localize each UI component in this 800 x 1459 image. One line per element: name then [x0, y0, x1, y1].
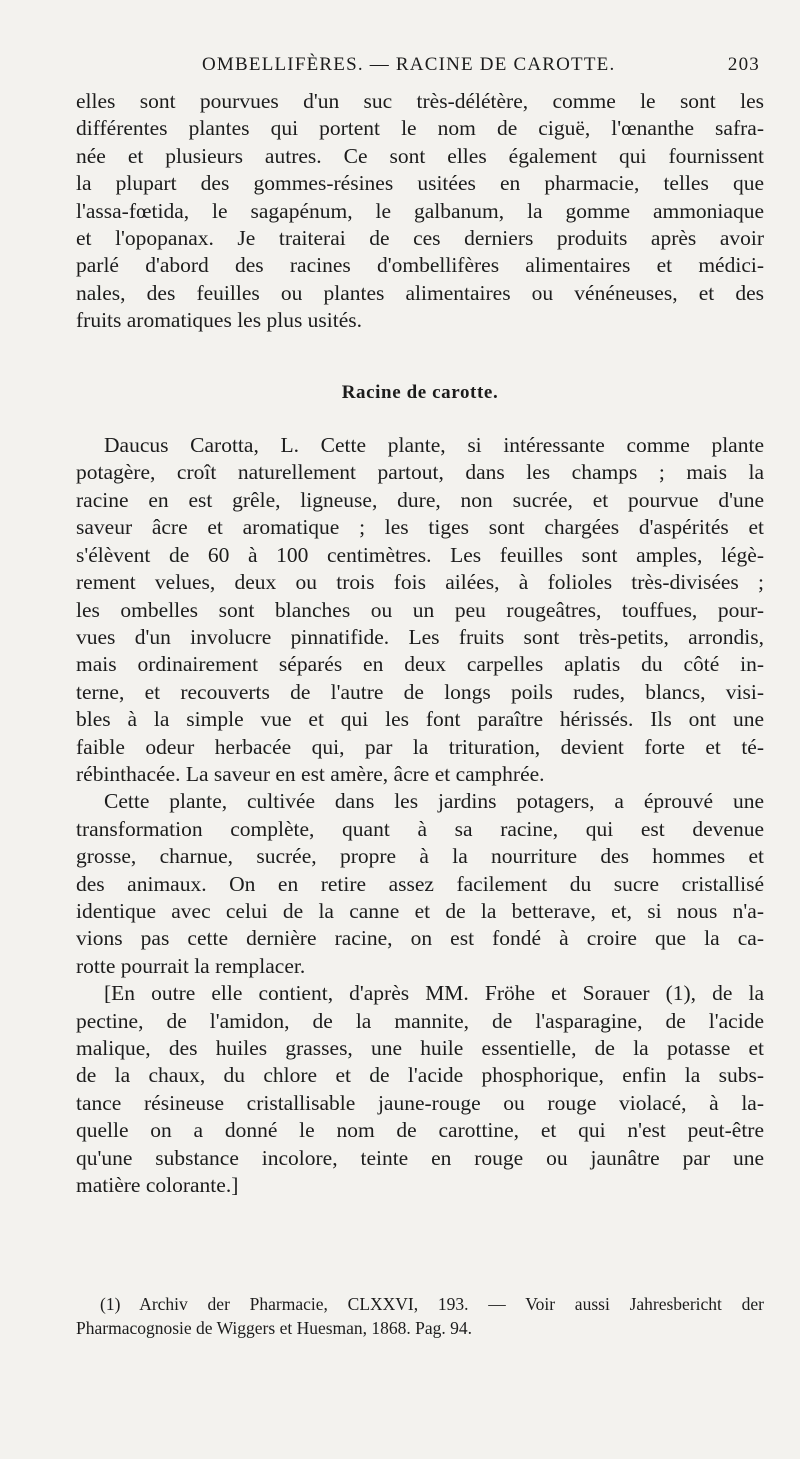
text-line: potagère, croît naturellement partout, dans les champs ; mais la: [76, 460, 764, 485]
text-line: transformation complète, quant à sa racine, qui est devenue: [76, 816, 764, 841]
text-line: l'assa-fœtida, le sagapénum, le galbanum, la gomme ammoniaque: [76, 198, 764, 223]
text-line: et l'opopanax. Je traiterai de ces derniers produits après avoir: [76, 226, 764, 251]
text-line: s'élèvent de 60 à 100 centimètres. Les feuilles sont amples, légè-: [76, 542, 764, 567]
text-line: de la chaux, du chlore et de l'acide phosphorique, enfin la subs-: [76, 1063, 764, 1088]
text-line: identique avec celui de la canne et de la betterave, et, si nous n'a-: [76, 898, 764, 923]
text-line: rement velues, deux ou trois fois ailées, à folioles très-divisées ;: [76, 570, 764, 595]
text-line: fruits aromatiques les plus usités.: [76, 308, 363, 333]
text-line: vues d'un involucre pinnatifide. Les fruits sont très-petits, arrondis,: [76, 624, 764, 649]
text-line: différentes plantes qui portent le nom de ciguë, l'œnanthe safra-: [76, 116, 764, 141]
page-number: 203: [727, 54, 760, 75]
text-line: Cette plante, cultivée dans les jardins potagers, a éprouvé une: [104, 789, 764, 814]
text-line: Daucus Carotta, L. Cette plante, si intéressante comme plante: [104, 433, 764, 458]
text-line: parlé d'abord des racines d'ombellifères alimentaires et médici-: [76, 253, 764, 278]
text-line: des animaux. On en retire assez facilement du sucre cristallisé: [76, 871, 764, 896]
text-line: les ombelles sont blanches ou un peu rougeâtres, touffues, pour-: [76, 597, 764, 622]
text-line: terne, et recouverts de l'autre de longs poils rudes, blancs, visi-: [76, 679, 764, 704]
paragraph-cultivation: [76, 788, 764, 980]
section-heading: Racine de carotte.: [341, 381, 499, 403]
footnote-line: (1) Archiv der Pharmacie, CLXXVI, 193. — Voir aussi Jahresbericht der: [100, 1294, 764, 1314]
paragraph-composition: [76, 980, 764, 1199]
text-line: mais ordinairement séparés en deux carpelles aplatis du côté in-: [76, 652, 764, 677]
paragraph-intro: [76, 88, 764, 335]
text-line: saveur âcre et aromatique ; les tiges sont chargées d'aspérités et: [76, 515, 764, 540]
text-line: qu'une substance incolore, teinte en rouge ou jaunâtre par une: [76, 1145, 764, 1170]
text-line: rotte pourrait la remplacer.: [76, 953, 306, 978]
text-line: racine en est grêle, ligneuse, dure, non sucrée, et pourvue d'une: [76, 487, 764, 512]
text-line: grosse, charnue, sucrée, propre à la nourriture des hommes et: [76, 844, 764, 869]
text-line: elles sont pourvues d'un suc très-délétère, comme le sont les: [76, 89, 764, 113]
text-line: rébinthacée. La saveur en est amère, âcre et camphrée.: [76, 761, 545, 786]
text-line: faible odeur herbacée qui, par la trituration, devient forte et té-: [76, 734, 764, 759]
text-line: bles à la simple vue et qui les font paraître hérissés. Ils ont une: [76, 707, 764, 732]
body-text: [76, 88, 764, 1199]
text-line: née et plusieurs autres. Ce sont elles également qui fournissent: [76, 143, 764, 168]
text-line: pectine, de l'amidon, de la mannite, de l'asparagine, de l'acide: [76, 1008, 764, 1033]
footnote-line: Pharmacognosie de Wiggers et Huesman, 1868. Pag. 94.: [76, 1318, 473, 1338]
text-line: [En outre elle contient, d'après MM. Fröhe et Sorauer (1), de la: [104, 981, 764, 1006]
text-line: nales, des feuilles ou plantes alimentaires ou vénéneuses, et des: [76, 280, 764, 305]
text-line: malique, des huiles grasses, une huile essentielle, de la potasse et: [76, 1036, 764, 1060]
footnote: [76, 1292, 764, 1340]
paragraph-description: [76, 432, 764, 788]
text-line: matière colorante.]: [76, 1173, 239, 1198]
running-head: [76, 54, 764, 82]
text-line: la plupart des gommes-résines usitées en pharmacie, telles que: [76, 171, 764, 196]
running-title: OMBELLIFÈRES. — RACINE DE CAROTTE.: [202, 54, 616, 75]
text-line: tance résineuse cristallisable jaune-rouge ou rouge violacé, à la-: [76, 1090, 764, 1115]
text-line: quelle on a donné le nom de carottine, et qui n'est peut-être: [76, 1118, 764, 1143]
text-line: vions pas cette dernière racine, on est fondé à croire que la ca-: [76, 926, 764, 951]
